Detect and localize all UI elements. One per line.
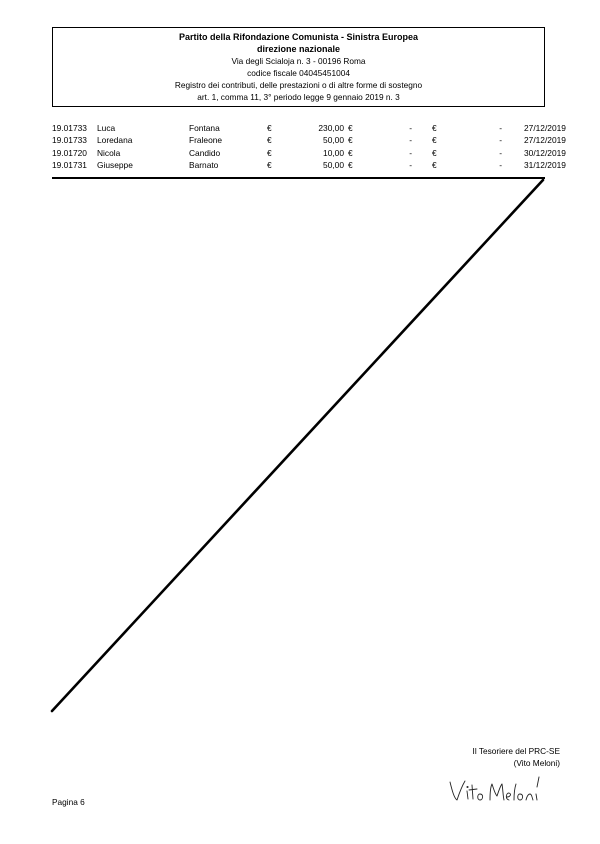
legal-reference: art. 1, comma 11, 3° periodo legge 9 gennaio 2019 n. 3: [197, 92, 400, 102]
currency-symbol: €: [348, 160, 353, 171]
currency-symbol: €: [432, 123, 437, 133]
empty-value: -: [499, 135, 502, 146]
page-number: Pagina 6: [52, 797, 85, 807]
empty-value: -: [499, 160, 502, 171]
empty-value: -: [499, 123, 502, 133]
address: Via degli Scialoja n. 3 - 00196 Roma: [231, 56, 366, 66]
currency-symbol: €: [432, 160, 437, 171]
empty-value: -: [409, 123, 412, 133]
first-name: Nicola: [97, 147, 121, 158]
first-name: Luca: [97, 123, 116, 133]
currency-symbol: €: [432, 135, 437, 146]
last-name: Fontana: [189, 123, 220, 133]
currency-symbol: €: [267, 147, 272, 158]
currency-symbol: €: [267, 123, 272, 133]
receipt-number: 19.01720: [52, 147, 87, 158]
date: 30/12/2019: [524, 147, 566, 158]
signer-name: (Vito Meloni): [513, 757, 560, 768]
signature-block: [473, 746, 560, 769]
date: 31/12/2019: [524, 160, 566, 171]
currency-symbol: €: [348, 135, 353, 146]
empty-value: -: [499, 147, 502, 158]
amount: 50,00: [323, 160, 344, 171]
amount: 230,00: [318, 123, 344, 133]
empty-value: -: [409, 135, 412, 146]
empty-value: -: [409, 147, 412, 158]
amount: 50,00: [323, 135, 344, 146]
currency-symbol: €: [348, 123, 353, 133]
empty-value: -: [409, 160, 412, 171]
receipt-number: 19.01733: [52, 123, 87, 133]
handwritten-signature: [446, 772, 556, 806]
signer-role: Il Tesoriere del PRC-SE: [472, 746, 560, 756]
first-name: Giuseppe: [97, 160, 133, 171]
last-name: Fraleone: [189, 135, 223, 146]
register-title: Registro dei contributi, delle prestazioni o di altre forme di sostegno: [174, 80, 423, 90]
date: 27/12/2019: [524, 123, 566, 133]
amount: 10,00: [323, 147, 344, 158]
currency-symbol: €: [267, 135, 272, 146]
date: 27/12/2019: [524, 135, 566, 146]
tax-code: codice fiscale 04045451004: [247, 68, 350, 78]
last-name: Barnato: [189, 160, 219, 171]
first-name: Loredana: [97, 135, 133, 146]
currency-symbol: €: [348, 147, 353, 158]
directorate: direzione nazionale: [256, 43, 341, 54]
currency-symbol: €: [267, 160, 272, 171]
party-name: Partito della Rifondazione Comunista - Sinistra Europea: [178, 32, 419, 42]
receipt-number: 19.01733: [52, 135, 87, 146]
receipt-number: 19.01731: [52, 160, 87, 171]
last-name: Candido: [189, 147, 221, 158]
currency-symbol: €: [432, 147, 437, 158]
